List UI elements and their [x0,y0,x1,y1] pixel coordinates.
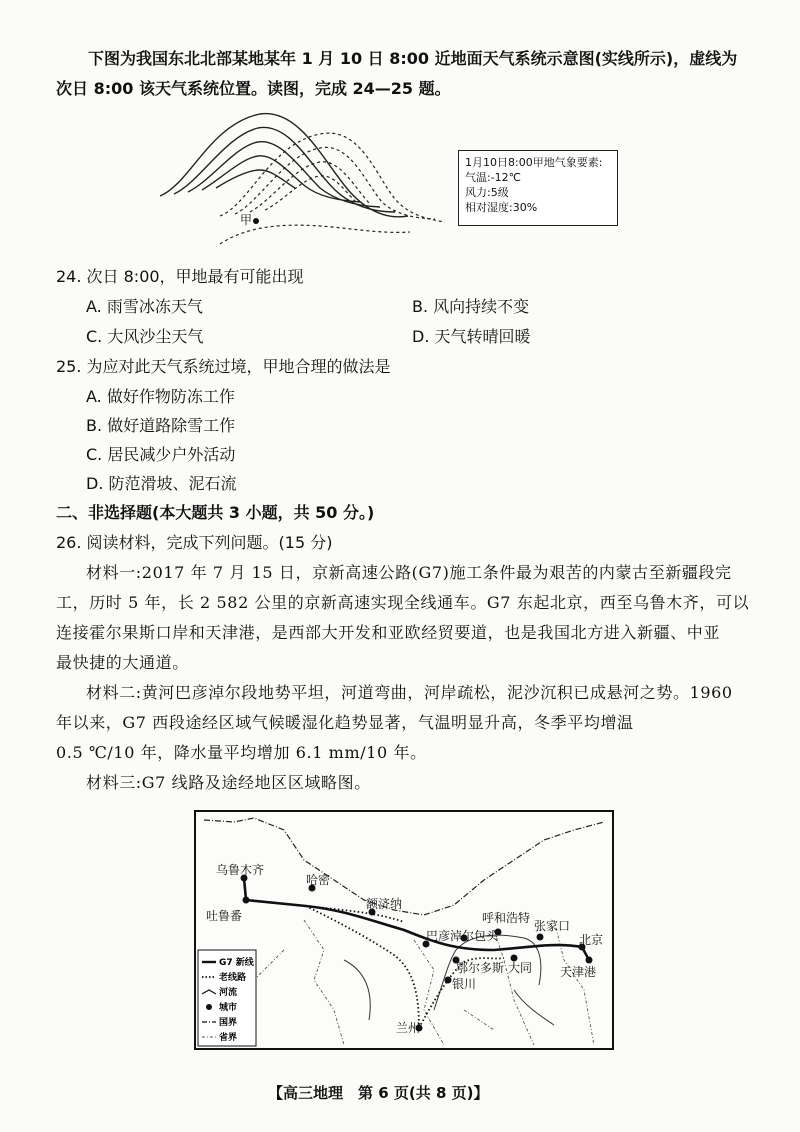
city-datong: 大同 [508,961,533,975]
city-ordos: 鄂尔多斯 [456,961,505,975]
material2-line1: 材料二:黄河巴彦淖尔段地势平坦，河道弯曲，河岸疏松，泥沙沉积已成悬河之势。1960 [86,683,733,702]
q24-option-c: C. 大风沙尘天气 [86,327,204,346]
city-tianjin: 天津港 [560,965,597,979]
intro-line-2: 次日 8:00 该天气系统位置。读图，完成 24—25 题。 [56,79,451,98]
q25-option-d: D. 防范滑坡、泥石流 [86,474,237,493]
legend-border: 国界 [219,1018,238,1028]
city-zhangjiakou: 张家口 [534,919,571,933]
q24-option-b: B. 风向持续不变 [412,297,530,316]
city-bayannur: 巴彦淖尔 [426,929,475,943]
section2-heading: 二、非选择题(本大题共 3 小题，共 50 分。) [56,503,375,522]
legend-city: 城市 [219,1003,238,1013]
material1-line3: 连接霍尔果斯口岸和天津港，是西部大开发和亚欧经贸要道，也是我国北方进入新疆、中亚 [56,623,721,642]
city-hami: 哈密 [306,873,331,887]
q25-option-c: C. 居民减少户外活动 [86,445,236,464]
city-hohhot: 呼和浩特 [482,911,531,925]
q25-stem: 25. 为应对此天气系统过境，甲地合理的做法是 [56,357,391,376]
material1-line2: 工，历时 5 年，长 2 582 公里的京新高速实现全线通车。G7 东起北京，西至乌鲁木齐，可以 [56,593,750,612]
page-footer: 【高三地理 第 6 页(共 8 页)】 [268,1084,489,1102]
q25-option-a: A. 做好作物防冻工作 [86,387,235,406]
weather-info-box [458,150,618,226]
map-legend [198,950,256,1046]
city-baotou: 包头 [474,929,499,943]
intro-line-1: 下图为我国东北北部某地某年 1 月 10 日 8:00 近地面天气系统示意图(实线所示)，虚线为 [88,49,738,68]
info-box-temp: 气温:-12℃ [465,171,522,184]
point-jia-label: 甲 [240,213,253,227]
q24-stem: 24. 次日 8:00，甲地最有可能出现 [56,267,304,286]
material2-line3: 0.5 ℃/10 年，降水量平均增加 6.1 mm/10 年。 [56,743,427,762]
info-box-humidity: 相对湿度:30% [465,201,538,214]
city-beijing: 北京 [579,933,604,947]
city-yinchuan: 银川 [452,977,477,991]
city-urumqi: 乌鲁木齐 [216,863,265,877]
q25-option-b: B. 做好道路除雪工作 [86,416,236,435]
info-box-title: 1月10日8:00甲地气象要素: [465,156,603,169]
legend-g7: G7 新线 [219,958,254,968]
q24-option-d: D. 天气转晴回暖 [412,327,531,346]
city-ejina: 额济纳 [366,897,403,911]
material2-line2: 年以来，G7 西段途经区域气候暖湿化趋势显著，气温明显升高，冬季平均增温 [56,713,634,732]
q26-stem: 26. 阅读材料，完成下列问题。(15 分) [56,533,333,552]
legend-river: 河流 [219,988,238,998]
city-lanzhou: 兰州 [396,1021,421,1035]
weather-system-figure [150,104,450,254]
g7-route-map [194,810,614,1050]
legend-old: 老线路 [219,973,247,983]
material1-line1: 材料一:2017 年 7 月 15 日，京新高速公路(G7)施工条件最为艰苦的内蒙古至新疆段完 [86,563,732,582]
material1-line4: 最快捷的大通道。 [56,653,189,672]
q24-option-a: A. 雨雪冰冻天气 [86,297,203,316]
legend-province: 省界 [219,1033,238,1043]
material3-line1: 材料三:G7 线路及途经地区区域略图。 [86,773,371,792]
info-box-wind: 风力:5级 [465,186,509,199]
city-turpan: 吐鲁番 [206,909,243,923]
